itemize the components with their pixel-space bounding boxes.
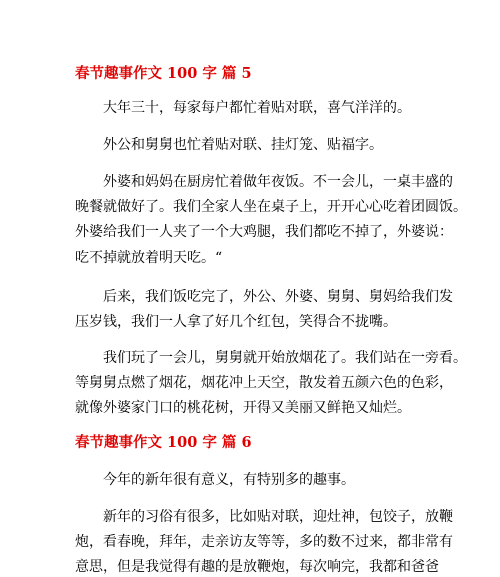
paragraph-line: 压岁钱，我们一人拿了好几个红包，笑得合不拢嘴。 <box>75 314 397 330</box>
paragraph-line: 就像外婆家门口的桃花树，开得又美丽又鲜艳又灿烂。 <box>75 400 411 416</box>
paragraph-line: 等舅舅点燃了烟花，烟花冲上天空，散发着五颜六色的色彩， <box>75 375 453 391</box>
paragraph-line: 晚餐就做好了。我们全家人坐在桌子上，开开心心吃着团圆饭。 <box>75 199 467 215</box>
paragraph-line: 今年的新年很有意义，有特别多的趣事。 <box>103 472 355 488</box>
paragraph-line: 吃不掉就放着明天吃。“ <box>75 250 223 266</box>
paragraph-line: 新年的习俗有很多，比如贴对联，迎灶神，包饺子，放鞭 <box>103 509 453 525</box>
paragraph-line: 外公和舅舅也忙着贴对联、挂灯笼、贴福字。 <box>103 137 383 153</box>
paragraph-line: 外婆和妈妈在厨房忙着做年夜饭。不一会儿，一桌丰盛的 <box>103 174 453 190</box>
paragraph-line: 意思，但是我觉得有趣的是放鞭炮，每次响完，我都和爸爸 <box>75 559 439 575</box>
paragraph-line: 后来，我们饭吃完了，外公、外婆、舅舅、舅妈给我们发 <box>103 289 453 305</box>
paragraph-line: 我们玩了一会儿，舅舅就开始放烟花了。我们站在一旁看。 <box>103 350 467 366</box>
section-heading-6: 春节趣事作文 100 字 篇 6 <box>75 434 252 451</box>
paragraph-line: 外婆给我们一人夹了一个大鸡腿，我们都吃不掉了，外婆说： <box>75 224 453 240</box>
section-heading-5: 春节趣事作文 100 字 篇 5 <box>75 65 252 82</box>
paragraph-line: 炮，看春晚，拜年，走亲访友等等，多的数不过来，都非常有 <box>75 534 453 550</box>
paragraph-line: 大年三十，每家每户都忙着贴对联，喜气洋洋的。 <box>103 100 411 116</box>
